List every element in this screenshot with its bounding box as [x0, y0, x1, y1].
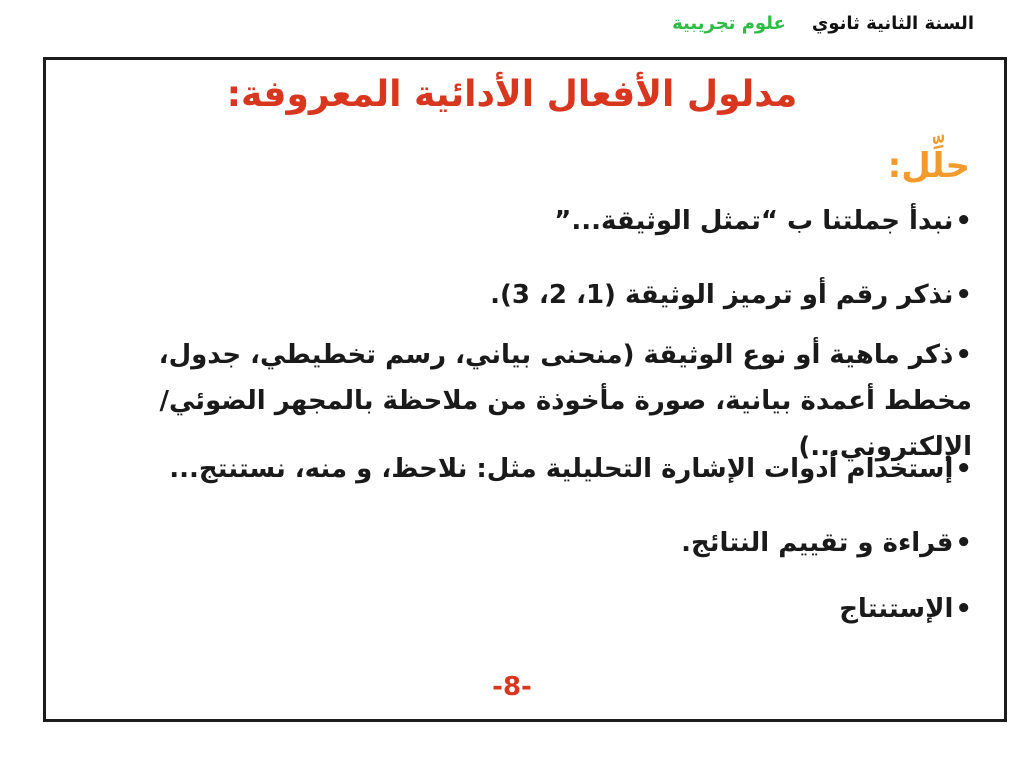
list-item-text: نبدأ جملتنا ب “تمثل الوثيقة...” — [554, 206, 954, 236]
stream-name: علوم تجريبية — [672, 12, 786, 34]
page-title: مدلول الأفعال الأدائية المعروفة: — [226, 74, 798, 115]
bullet-icon: • — [955, 280, 972, 310]
list-item — [72, 332, 972, 470]
list-item — [681, 528, 972, 558]
bullet-icon: • — [955, 594, 972, 624]
bullet-icon: • — [955, 206, 972, 236]
list-item — [490, 280, 972, 310]
page-header — [574, 6, 974, 40]
bullet-icon: • — [955, 340, 972, 370]
list-item — [554, 206, 972, 236]
list-item — [839, 594, 972, 624]
list-item — [169, 454, 972, 484]
page-number: -8- — [492, 672, 532, 702]
list-item-text: قراءة و تقييم النتائج. — [681, 528, 954, 558]
bullet-icon: • — [955, 528, 972, 558]
section-heading: حلِّل: — [887, 146, 970, 186]
list-item-text: نذكر رقم أو ترميز الوثيقة (1، 2، 3). — [490, 280, 954, 310]
list-item-text: ذكر ماهية أو نوع الوثيقة (منحنى بياني، رسم تخطيطي، جدول، مخطط أعمدة بيانية، صورة مأخوذة من ملاحظة بالمجهر الضوئي/ الإلكتروني...) — [158, 340, 972, 462]
list-item-text: إستخدام أدوات الإشارة التحليلية مثل: نلاحظ، و منه، نستنتج... — [169, 454, 954, 484]
school-level: السنة الثانية ثانوي — [811, 12, 974, 34]
list-item-text: الإستنتاج — [839, 594, 954, 624]
bullet-icon: • — [955, 454, 972, 484]
